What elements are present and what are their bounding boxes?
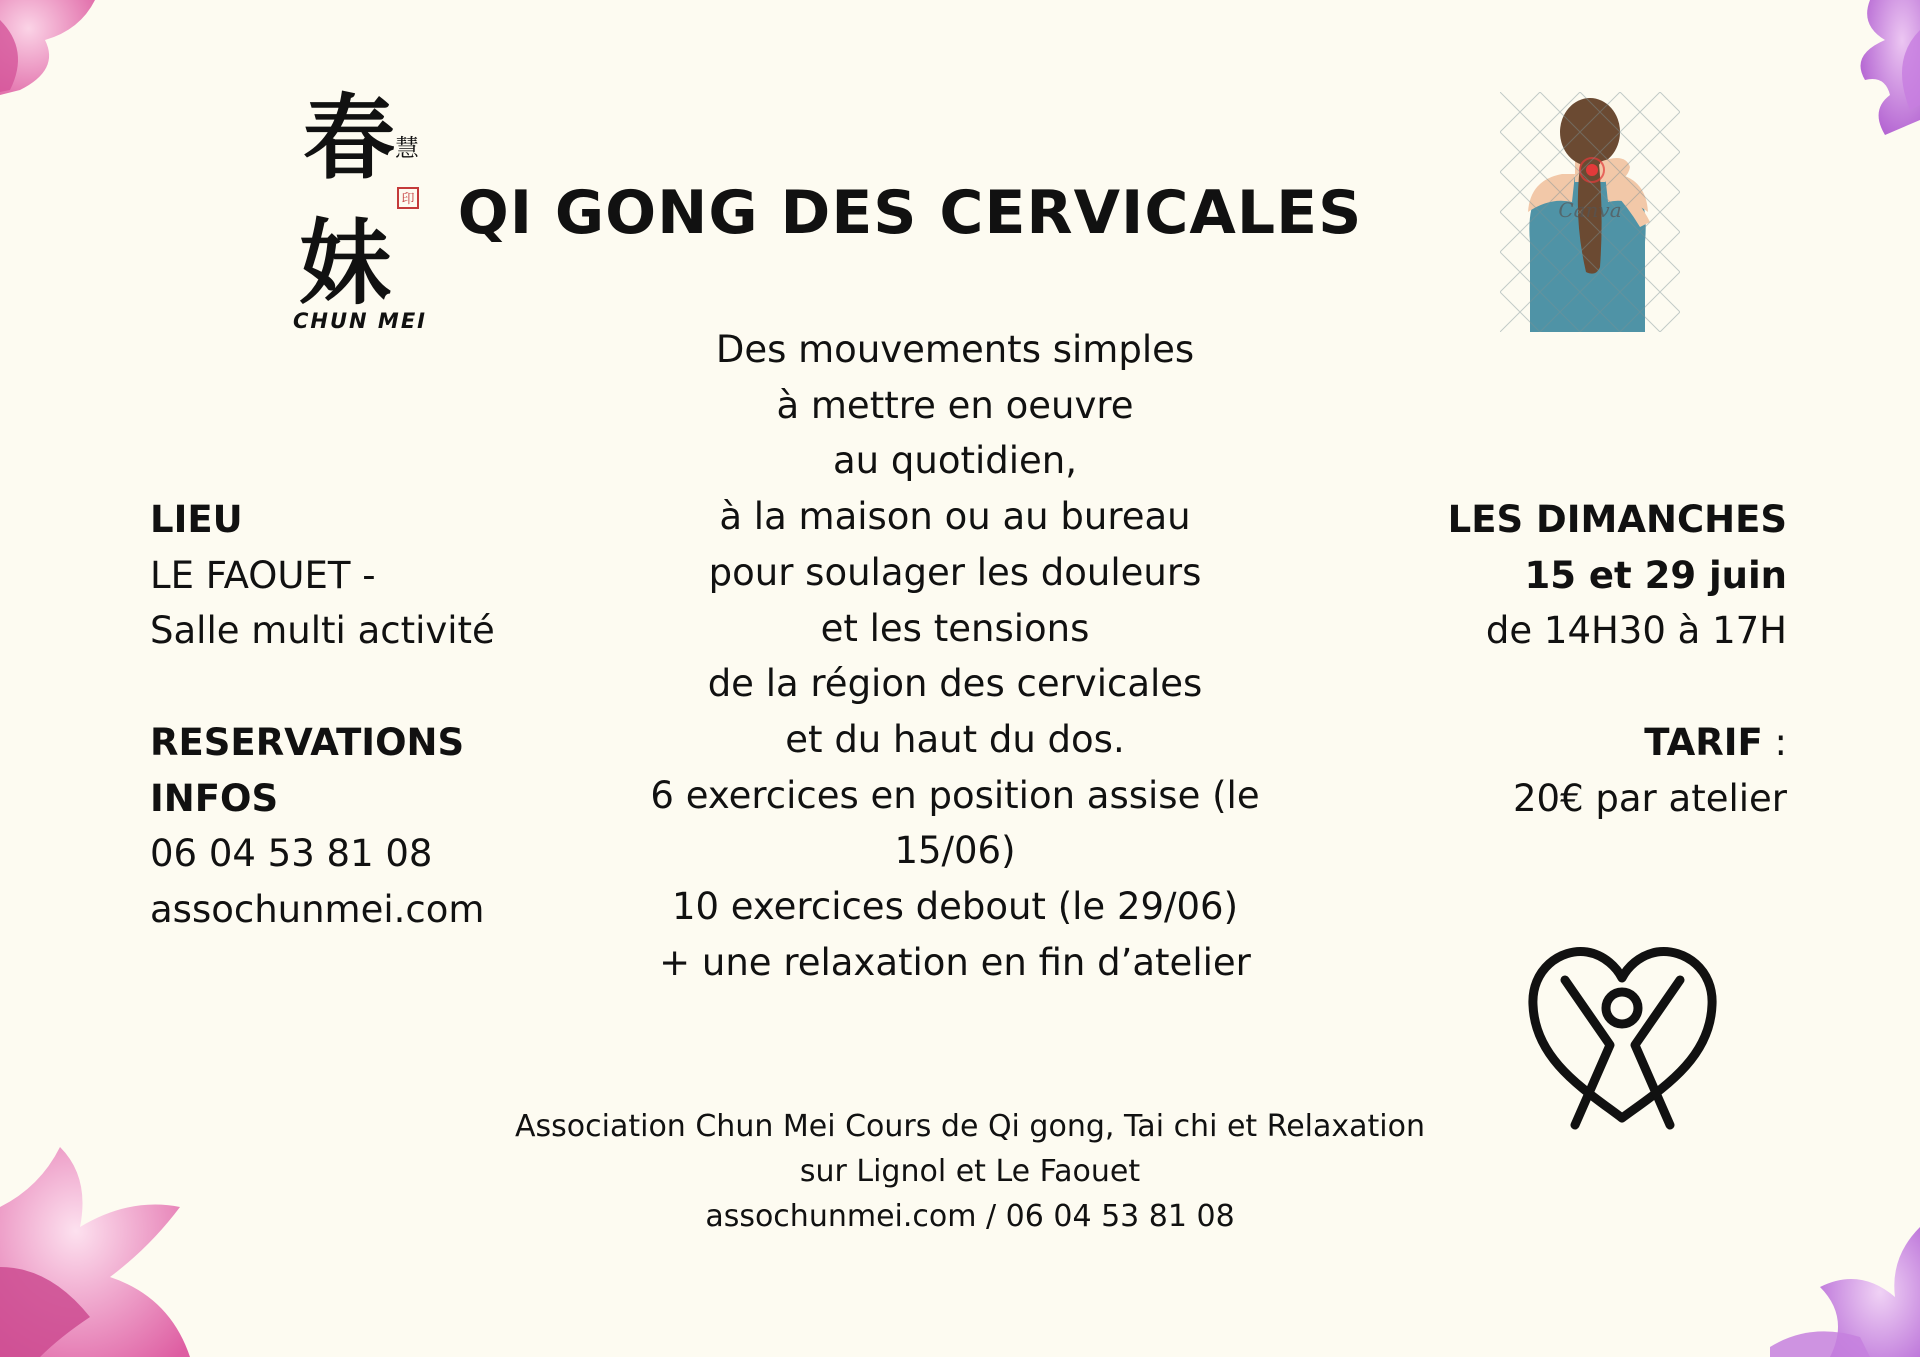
logo-seal: 印: [397, 187, 419, 209]
lieu-room: Salle multi activité: [150, 609, 495, 653]
lieu-label: LIEU: [150, 498, 243, 541]
logo-text: CHUN MEI: [293, 309, 427, 333]
logo-char-chun: 春: [303, 84, 396, 192]
venue-and-contact: [150, 492, 495, 938]
description-line: à mettre en oeuvre: [776, 383, 1134, 427]
tarif-heading: [1448, 715, 1787, 771]
description-line: + une relaxation en fin d’atelier: [659, 940, 1251, 984]
flower-top-right-decoration: [1830, 0, 1920, 140]
contact-phone: 06 04 53 81 08: [150, 832, 433, 876]
description-line: 15/06): [894, 829, 1016, 873]
footer: [460, 1104, 1480, 1239]
tarif-label: TARIF: [1644, 720, 1763, 764]
description-block: [560, 322, 1350, 990]
days-label: LES DIMANCHES: [1447, 498, 1787, 541]
session-dates: 15 et 29 juin: [1524, 553, 1787, 597]
page-title: QI GONG DES CERVICALES: [457, 178, 1363, 248]
chun-mei-logo: [285, 65, 435, 345]
session-hours: de 14H30 à 17H: [1485, 609, 1787, 653]
flower-bottom-left-decoration: [0, 1147, 200, 1357]
reservations-label: RESERVATIONS: [150, 720, 465, 764]
infos-label: INFOS: [150, 776, 279, 820]
schedule-and-price: [1448, 492, 1787, 826]
footer-association: Association Chun Mei Cours de Qi gong, Tai chi et Relaxation: [515, 1109, 1425, 1144]
description-line: au quotidien,: [833, 439, 1077, 483]
neck-pain-illustration: [1500, 92, 1680, 332]
logo-char-mei: 妹: [299, 209, 392, 317]
heart-person-icon: [1525, 940, 1720, 1140]
watermark-text: Canva: [1558, 198, 1622, 222]
description-line: de la région des cervicales: [707, 662, 1203, 706]
description-line: 10 exercices debout (le 29/06): [671, 885, 1239, 929]
contact-website: assochunmei.com: [150, 887, 485, 931]
description-line: et du haut du dos.: [785, 717, 1125, 761]
flower-bottom-right-decoration: [1770, 1227, 1920, 1357]
footer-contact: assochunmei.com / 06 04 53 81 08: [705, 1199, 1235, 1234]
description-line: 6 exercices en position assise (le: [650, 773, 1260, 817]
description-line: et les tensions: [820, 606, 1090, 650]
description-line: à la maison ou au bureau: [719, 495, 1191, 539]
price-value: 20€ par atelier: [1513, 776, 1787, 820]
tarif-separator: :: [1762, 720, 1787, 764]
lieu-town: LE FAOUET -: [150, 553, 376, 597]
description-line: pour soulager les douleurs: [708, 550, 1202, 594]
flower-top-left-decoration: [0, 0, 110, 100]
footer-locations: sur Lignol et Le Faouet: [799, 1154, 1141, 1189]
description-line: Des mouvements simples: [715, 328, 1195, 371]
logo-signature: 慧: [395, 134, 419, 162]
